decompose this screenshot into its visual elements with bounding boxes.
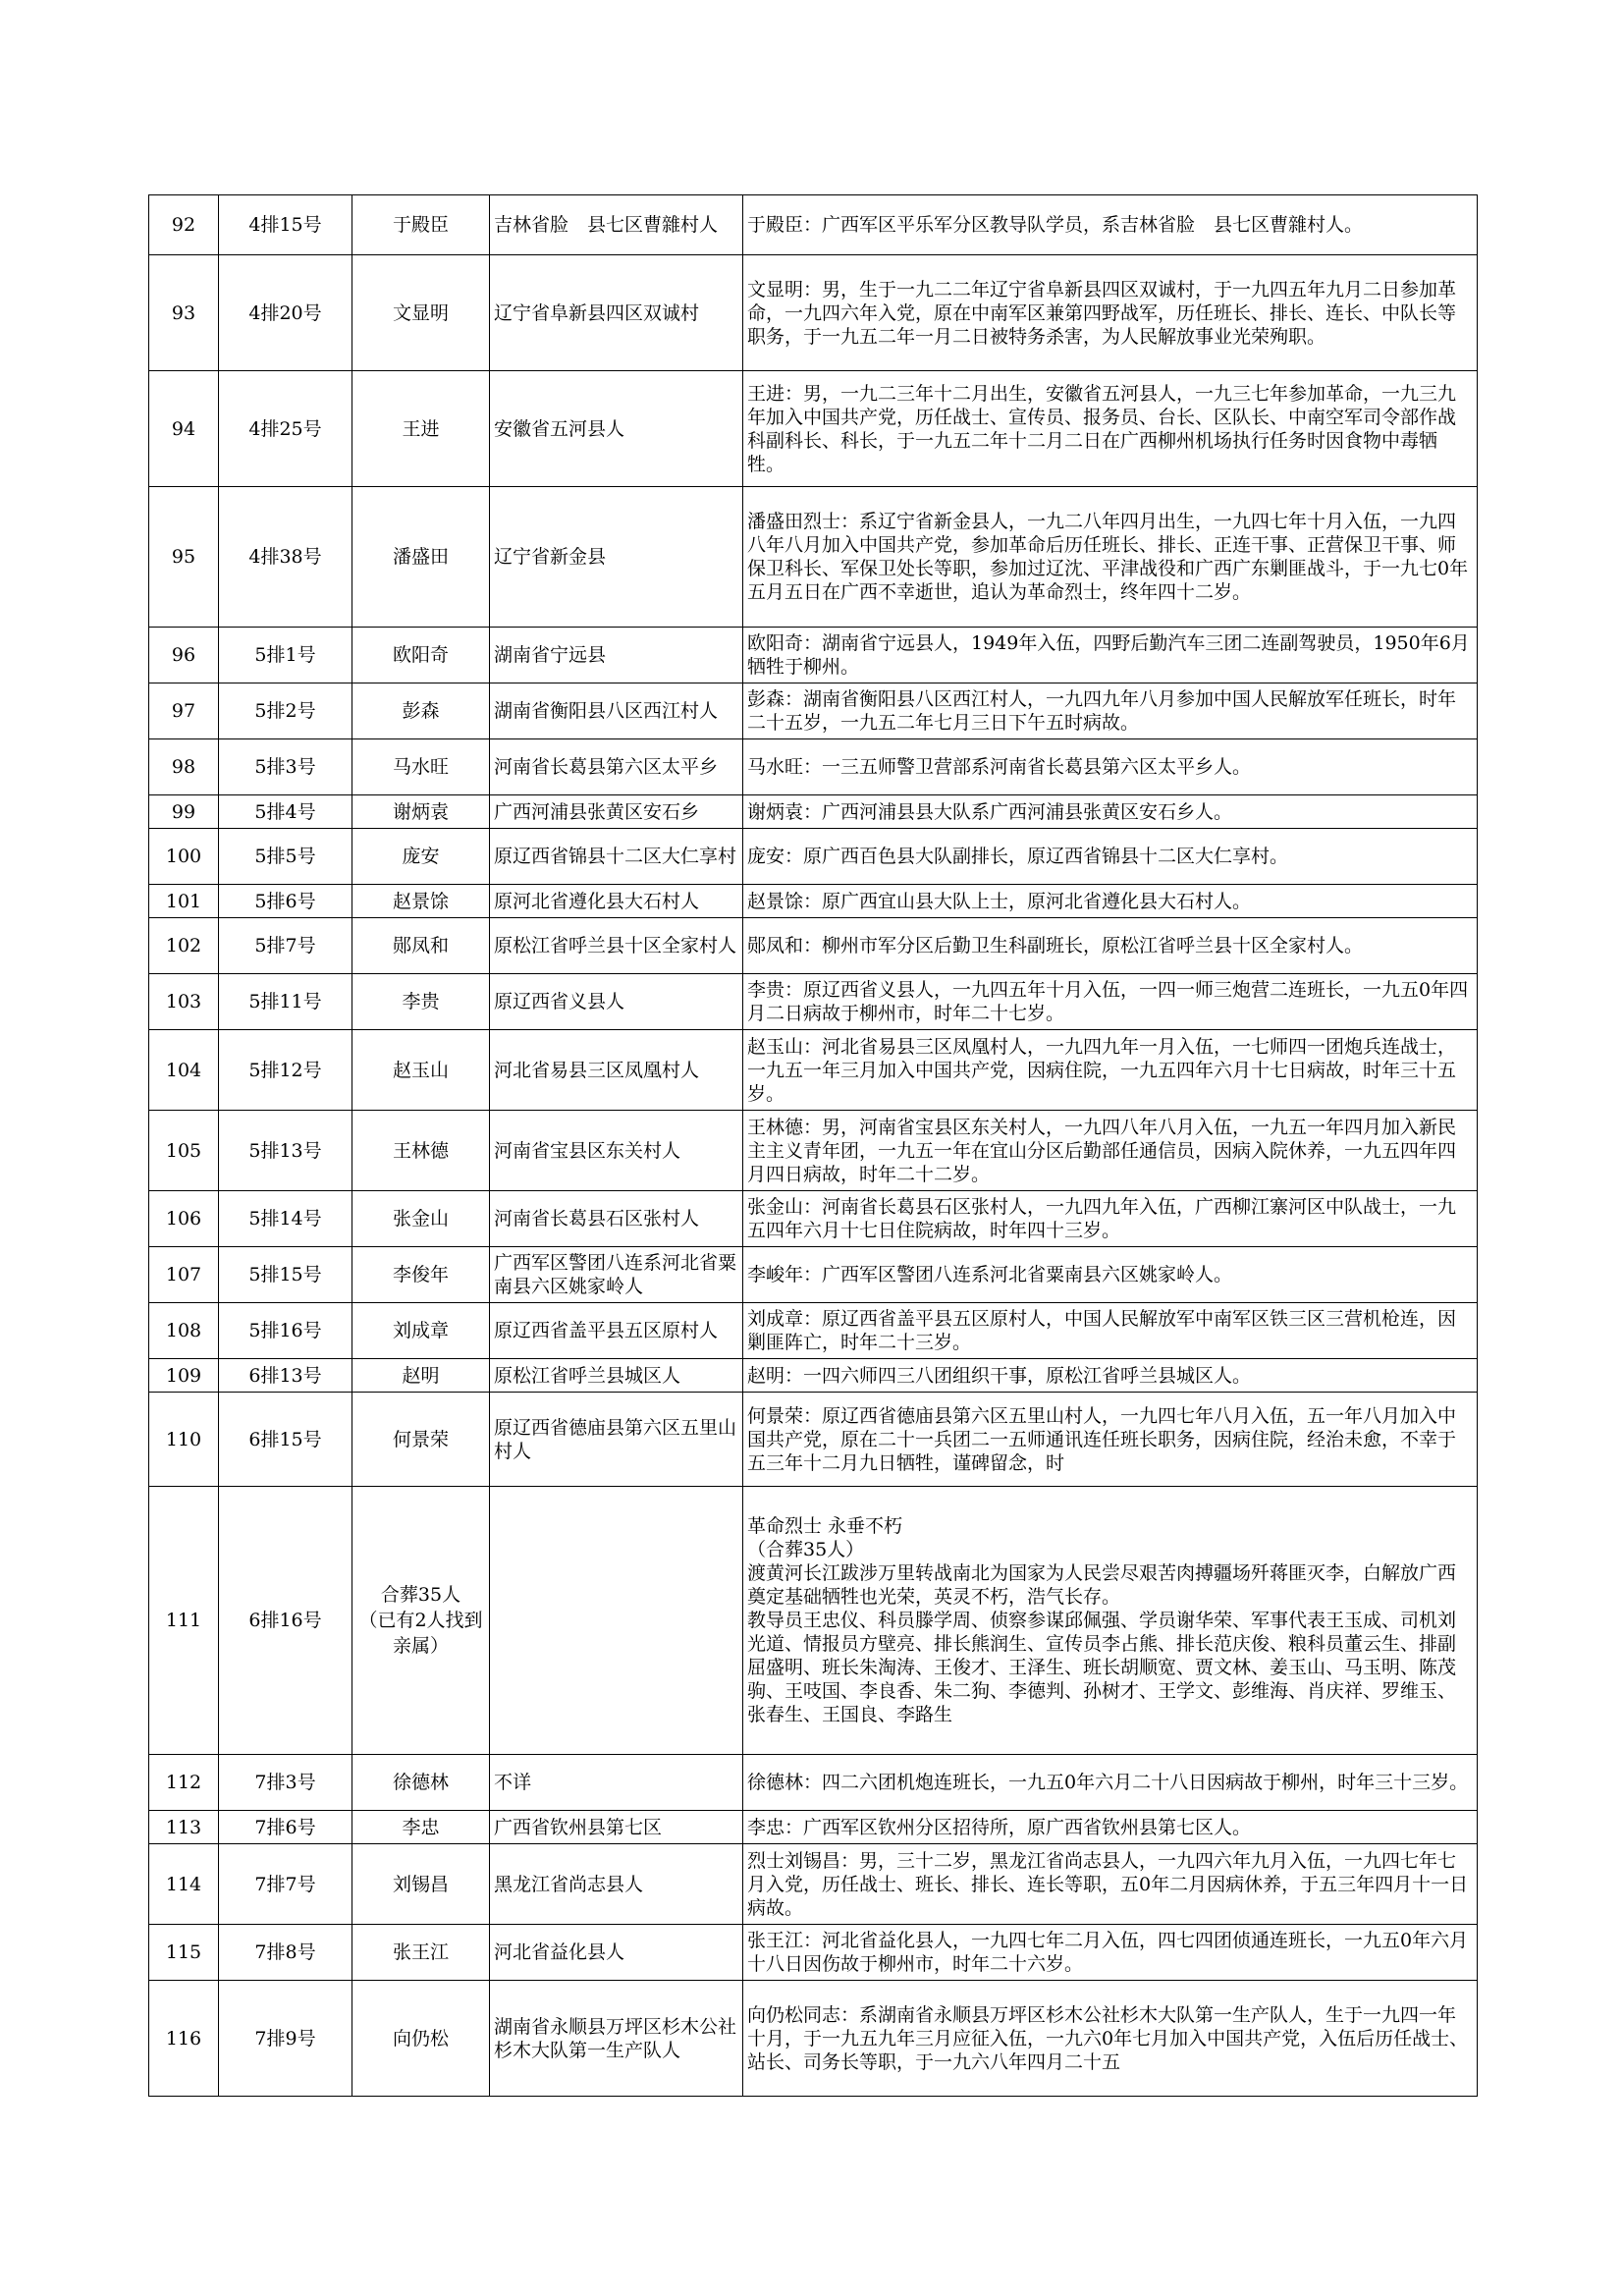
row-number-cell-text: 93 [171,301,196,324]
row-number-cell [149,829,219,885]
grave-position-cell-text: 4排38号 [248,546,322,568]
hometown-cell-text: 原松江省呼兰县城区人 [494,1364,681,1387]
grave-position-cell-text: 5排6号 [254,890,316,912]
table-row [149,1393,1478,1487]
hometown-cell [490,1191,743,1247]
martyr-name-cell-text: 王林德 [392,1139,449,1162]
martyr-name-cell-text: 何景荣 [392,1428,449,1450]
hometown-cell [490,1925,743,1981]
row-number-cell-text: 108 [165,1320,202,1341]
hometown-cell-text: 原辽西省义县人 [494,991,625,1012]
row-number-cell [149,1487,219,1755]
table-row [149,829,1478,885]
row-number-cell-text: 114 [165,1873,202,1895]
martyr-name-cell-text: 李贵 [402,991,440,1012]
biography-cell-text: 潘盛田烈士：系辽宁省新金县人，一九二八年四月出生，一九四七年十月入伍，一九四八年八月加入中国共产党，参加革命后历任班长、排长、正连干事、正营保卫干事、师保卫科长、军保卫处长等职，参加过辽沈、平津战役和广西广东剿匪战斗，于一九七0年五月五日在广西不幸逝世，追认为革命烈士，终年四十二岁。 [747,511,1469,603]
row-number-cell [149,628,219,683]
biography-cell [743,829,1478,885]
row-number-cell [149,195,219,255]
row-number-cell [149,1191,219,1247]
grave-position-cell [219,1359,352,1393]
martyr-name-cell [352,1359,490,1393]
biography-cell [743,1111,1478,1191]
grave-position-cell-text: 5排15号 [248,1264,322,1285]
martyr-name-cell [352,1487,490,1755]
martyr-name-cell-text: 刘成章 [392,1320,449,1341]
biography-cell [743,795,1478,829]
grave-position-cell [219,628,352,683]
hometown-cell-text: 广西省钦州县第七区 [494,1816,663,1838]
hometown-cell-text: 黑龙江省尚志县人 [494,1873,644,1895]
row-number-cell [149,487,219,628]
table-row [149,1755,1478,1811]
row-number-cell-text: 101 [165,890,202,912]
hometown-cell [490,628,743,683]
grave-position-cell [219,1111,352,1191]
biography-cell [743,371,1478,487]
grave-position-cell-text: 7排3号 [254,1772,316,1793]
biography-cell-text: 何景荣：原辽西省德庙县第六区五里山村人，一九四七年八月入伍，五一年八月加入中国共产党，原在二十一兵团二一五师通讯连任班长职务，因病住院，经治未愈，不幸于五三年十二月九日牺牲，谨碑留念，时 [747,1404,1457,1474]
martyr-name-cell-text: 李俊年 [392,1264,449,1285]
grave-position-cell-text: 7排6号 [254,1816,316,1838]
hometown-cell-text: 不详 [494,1772,532,1793]
row-number-cell-text: 104 [165,1059,202,1081]
hometown-cell-text: 原松江省呼兰县十区全家村人 [494,935,737,957]
hometown-cell-text: 吉林省脸 县七区曹雜村人 [494,214,719,236]
biography-cell [743,739,1478,795]
table-row [149,1303,1478,1359]
grave-position-cell-text: 6排15号 [248,1428,322,1450]
grave-position-cell-text: 5排12号 [248,1059,322,1081]
martyr-name-cell [352,1191,490,1247]
table-row [149,1487,1478,1755]
martyr-name-cell [352,795,490,829]
martyr-name-cell-text: 徐德林 [392,1772,449,1793]
row-number-cell-text: 115 [165,1941,202,1963]
biography-cell-text: 欧阳奇：湖南省宁远县人，1949年入伍，四野后勤汽车三团二连副驾驶员，1950年6月牺牲于柳州。 [747,632,1470,678]
martyr-name-cell-text: 文显明 [392,301,449,324]
biography-cell-text: 徐德林：四二六团机炮连班长，一九五0年六月二十八日因病故于柳州，时年三十三岁。 [747,1772,1469,1793]
grave-position-cell-text: 5排1号 [254,644,316,666]
martyr-name-cell-text: 刘锡昌 [392,1873,449,1895]
martyr-name-cell-text: 马水旺 [392,756,449,778]
row-number-cell [149,974,219,1030]
biography-cell [743,1844,1478,1925]
table-row [149,1925,1478,1981]
biography-cell [743,974,1478,1030]
hometown-cell [490,1303,743,1359]
table-row [149,974,1478,1030]
biography-cell-text: 谢炳袁：广西河浦县县大队系广西河浦县张黄区安石乡人。 [747,800,1233,823]
row-number-cell [149,1303,219,1359]
hometown-cell [490,1981,743,2097]
hometown-cell [490,1359,743,1393]
hometown-cell [490,255,743,371]
table-row [149,1191,1478,1247]
martyr-name-cell [352,255,490,371]
table-row [149,918,1478,974]
hometown-cell-text: 广西河浦县张黄区安石乡 [494,800,700,823]
grave-position-cell [219,487,352,628]
biography-cell-text: 彭森：湖南省衡阳县八区西江村人，一九四九年八月参加中国人民解放军任班长，时年二十五岁，一九五二年七月三日下午五时病故。 [747,688,1457,734]
hometown-cell-text: 河北省益化县人 [494,1941,625,1963]
hometown-cell-text: 原辽西省德庙县第六区五里山村人 [494,1416,737,1462]
row-number-cell [149,1844,219,1925]
hometown-cell [490,1247,743,1303]
table-row [149,195,1478,255]
grave-position-cell [219,918,352,974]
biography-cell-text: 王林德：男，河南省宝县区东关村人，一九四八年八月入伍，一九五一年四月加入新民主主义青年团，一九五一年在宜山分区后勤部任通信员，因病入院休养，一九五四年四月四日病故，时年二十二岁。 [747,1116,1457,1185]
row-number-cell-text: 100 [165,846,202,867]
grave-position-cell-text: 5排13号 [248,1139,322,1162]
hometown-cell [490,1487,743,1755]
table-row [149,487,1478,628]
table-row [149,371,1478,487]
row-number-cell [149,1981,219,2097]
biography-cell-text: 王进：男，一九二三年十二月出生，安徽省五河县人，一九三七年参加革命，一九三九年加入中国共产党，历任战士、宣传员、报务员、台长、区队长、中南空军司令部作战科副科长、科长，于一九五二年十二月二日在广西柳州机场执行任务时因食物中毒牺牲。 [747,382,1457,475]
martyr-name-cell [352,829,490,885]
martyr-name-cell-text: 李忠 [402,1816,440,1838]
hometown-cell [490,487,743,628]
hometown-cell-text: 湖南省衡阳县八区西江村人 [494,700,719,722]
martyr-name-cell [352,487,490,628]
martyr-name-cell [352,974,490,1030]
biography-cell-text: 烈士刘锡昌：男，三十二岁，黑龙江省尚志县人，一九四六年九月入伍，一九四七年七月入党，历任战士、班长、排长、连长等职，五0年二月因病休养，于五三年四月十一日病故。 [747,1849,1469,1919]
row-number-cell-text: 110 [165,1428,202,1450]
hometown-cell [490,1755,743,1811]
grave-position-cell-text: 7排7号 [254,1873,316,1895]
grave-position-cell [219,195,352,255]
hometown-cell-text: 河北省易县三区凤凰村人 [494,1059,700,1081]
biography-cell [743,1393,1478,1487]
table-row [149,1111,1478,1191]
table-row [149,683,1478,739]
grave-position-cell [219,885,352,918]
biography-cell [743,1191,1478,1247]
row-number-cell [149,1111,219,1191]
biography-cell-text: 赵明：一四六师四三八团组织干事，原松江省呼兰县城区人。 [747,1364,1252,1387]
grave-position-cell [219,1247,352,1303]
biography-cell [743,1303,1478,1359]
martyr-name-cell [352,739,490,795]
memorial-roster-table [148,194,1478,2097]
grave-position-cell [219,1981,352,2097]
grave-position-cell [219,1487,352,1755]
grave-position-cell [219,974,352,1030]
hometown-cell-text: 安徽省五河县人 [494,417,625,440]
biography-cell-text: 刘成章：原辽西省盖平县五区原村人，中国人民解放军中南军区铁三区三营机枪连，因剿匪阵亡，时年二十三岁。 [747,1308,1457,1353]
table-row [149,885,1478,918]
row-number-cell-text: 95 [171,546,196,568]
martyr-name-cell-text: 赵玉山 [392,1059,449,1081]
biography-cell-text: 向仍松同志：系湖南省永顺县万坪区杉木公社杉木大队第一生产队人，生于一九四一年十月，于一九五九年三月应征入伍，一九六0年七月加入中国共产党，入伍后历任战士、站长、司务长等职，于一九六八年四月二十五 [747,2003,1469,2073]
martyr-name-cell [352,918,490,974]
row-number-cell-text: 109 [165,1364,202,1387]
hometown-cell-text: 河南省长葛县第六区太平乡 [494,756,719,778]
hometown-cell [490,683,743,739]
row-number-cell-text: 99 [171,800,196,823]
table-row [149,1030,1478,1111]
grave-position-cell [219,371,352,487]
hometown-cell-text: 湖南省永顺县万坪区杉木公社杉木大队第一生产队人 [494,2015,737,2061]
martyr-name-cell-text: 庞安 [402,846,440,867]
row-number-cell [149,371,219,487]
hometown-cell [490,1030,743,1111]
table-row [149,739,1478,795]
hometown-cell-text: 辽宁省阜新县四区双诚村 [494,301,700,324]
hometown-cell-text: 河南省宝县区东关村人 [494,1139,681,1162]
grave-position-cell-text: 4排20号 [248,301,322,324]
biography-cell-text: 张金山：河南省长葛县石区张村人，一九四九年入伍，广西柳江寨河区中队战士，一九五四年六月十七日住院病故，时年四十三岁。 [747,1196,1457,1241]
martyr-name-cell [352,1111,490,1191]
martyr-name-cell [352,1393,490,1487]
biography-cell [743,487,1478,628]
table-row [149,1844,1478,1925]
martyr-name-cell-text: 张王江 [392,1941,449,1963]
row-number-cell-text: 116 [165,2027,202,2050]
martyr-name-cell-text: 于殿臣 [392,214,449,236]
row-number-cell-text: 103 [165,991,202,1012]
row-number-cell [149,683,219,739]
hometown-cell-text: 原河北省遵化县大石村人 [494,890,700,912]
grave-position-cell [219,829,352,885]
table-row [149,628,1478,683]
hometown-cell [490,1844,743,1925]
hometown-cell [490,829,743,885]
hometown-cell-text: 辽宁省新金县 [494,546,607,568]
hometown-cell-text: 广西军区警团八连系河北省粟南县六区姚家岭人 [494,1252,737,1297]
grave-position-cell [219,1844,352,1925]
grave-position-cell [219,1811,352,1844]
martyr-name-cell-text: 合葬35人 （已有2人找到亲属） [358,1584,483,1657]
grave-position-cell [219,1191,352,1247]
martyr-name-cell-text: 潘盛田 [392,546,449,568]
biography-cell [743,1981,1478,2097]
biography-cell [743,918,1478,974]
hometown-cell [490,371,743,487]
biography-cell-text: 于殿臣：广西军区平乐军分区教导队学员，系吉林省脸 县七区曹雜村人。 [747,214,1364,236]
grave-position-cell-text: 6排13号 [248,1364,322,1387]
hometown-cell [490,885,743,918]
row-number-cell [149,1811,219,1844]
biography-cell-text: 张王江：河北省益化县人，一九四七年二月入伍，四七四团侦通连班长，一九五0年六月十八日因伤故于柳州市，时年二十六岁。 [747,1930,1469,1975]
table-row [149,1811,1478,1844]
martyr-name-cell [352,1030,490,1111]
biography-cell-text: 赵玉山：河北省易县三区凤凰村人，一九四九年一月入伍，一七师四一团炮兵连战士，一九五一年三月加入中国共产党，因病住院，一九五四年六月十七日病故，时年三十五岁。 [747,1035,1457,1105]
grave-position-cell-text: 5排5号 [254,846,316,867]
martyr-name-cell [352,1247,490,1303]
biography-cell-text: 革命烈士 永垂不朽 （合葬35人） 渡黄河长江跋涉万里转战南北为国家为人民尝尽艰苦肉搏疆场歼蒋匪灭李，白解放广西奠定基础牺牲也光荣，英灵不朽，浩气长存。 教导员王忠仪、科员滕学周、侦察参谋邱佩强、学员谢华荣、军事代表王玉成、司机刘光道、情报员方壁亮、排长熊润生、宣传员李占熊、排长范庆俊、粮科员董云生、排副屈盛明、班长朱淘涛、王俊才、王泽生、班长胡顺宽、贾文林、姜玉山、马玉明、陈茂驹、王吱国、李良香、朱二狗、李德判、孙树才、王学文、彭维海、肖庆祥、罗维玉、张春生、王国良、李路生 [747,1515,1457,1725]
grave-position-cell [219,739,352,795]
hometown-cell-text: 原辽西省盖平县五区原村人 [494,1320,719,1341]
hometown-cell [490,1811,743,1844]
martyr-name-cell [352,1811,490,1844]
martyr-name-cell [352,683,490,739]
martyr-name-cell-text: 欧阳奇 [392,644,449,666]
biography-cell-text: 郧凤和：柳州市军分区后勤卫生科副班长，原松江省呼兰县十区全家村人。 [747,935,1364,957]
biography-cell [743,1811,1478,1844]
grave-position-cell-text: 5排11号 [248,991,322,1012]
martyr-name-cell [352,1755,490,1811]
grave-position-cell-text: 5排3号 [254,756,316,778]
martyr-name-cell-text: 王进 [402,417,440,440]
martyr-name-cell-text: 谢炳袁 [392,800,449,823]
hometown-cell [490,795,743,829]
martyr-name-cell-text: 张金山 [392,1208,449,1230]
row-number-cell-text: 105 [165,1139,202,1162]
biography-cell [743,628,1478,683]
row-number-cell [149,1393,219,1487]
grave-position-cell-text: 5排16号 [248,1320,322,1341]
row-number-cell [149,1247,219,1303]
table-row [149,1247,1478,1303]
row-number-cell-text: 94 [171,417,196,440]
row-number-cell-text: 92 [171,214,196,236]
row-number-cell [149,1925,219,1981]
martyr-name-cell [352,195,490,255]
hometown-cell-text: 原辽西省锦县十二区大仁享村 [494,846,737,867]
table-row [149,255,1478,371]
biography-cell [743,1030,1478,1111]
martyr-name-cell [352,1303,490,1359]
martyr-name-cell-text: 赵明 [402,1364,440,1387]
hometown-cell [490,1393,743,1487]
martyr-name-cell-text: 赵景馀 [392,890,449,912]
martyr-name-cell [352,1844,490,1925]
martyr-name-cell [352,1925,490,1981]
row-number-cell [149,255,219,371]
biography-cell-text: 李贵：原辽西省义县人，一九四五年十月入伍，一四一师三炮营二连班长，一九五0年四月二日病故于柳州市，时年二十七岁。 [747,979,1469,1024]
grave-position-cell [219,1030,352,1111]
biography-cell [743,885,1478,918]
grave-position-cell-text: 5排4号 [254,800,316,823]
grave-position-cell [219,1393,352,1487]
hometown-cell [490,195,743,255]
grave-position-cell-text: 5排7号 [254,935,316,957]
row-number-cell-text: 106 [165,1208,202,1230]
biography-cell-text: 文显明：男，生于一九二二年辽宁省阜新县四区双诚村，于一九四五年九月二日参加革命，一九四六年入党，原在中南军区兼第四野战军，历任班长、排长、连长、中队长等职务，于一九五二年一月二日被特务杀害，为人民解放事业光荣殉职。 [747,278,1457,348]
grave-position-cell-text: 4排25号 [248,417,322,440]
row-number-cell [149,1359,219,1393]
martyr-name-cell-text: 彭森 [402,700,440,722]
row-number-cell-text: 98 [171,756,196,778]
martyr-name-cell [352,1981,490,2097]
grave-position-cell-text: 6排16号 [248,1610,322,1631]
grave-position-cell [219,795,352,829]
biography-cell [743,683,1478,739]
table-row [149,795,1478,829]
row-number-cell [149,1030,219,1111]
martyr-name-cell [352,885,490,918]
biography-cell-text: 李忠：广西军区钦州分区招待所，原广西省钦州县第七区人。 [747,1816,1252,1838]
row-number-cell-text: 97 [171,700,196,722]
hometown-cell [490,1111,743,1191]
martyr-name-cell [352,371,490,487]
roster-body [149,195,1478,2097]
row-number-cell-text: 111 [165,1610,202,1631]
hometown-cell [490,739,743,795]
martyr-name-cell-text: 向仍松 [392,2027,449,2050]
row-number-cell [149,1755,219,1811]
hometown-cell-text: 河南省长葛县石区张村人 [494,1208,700,1230]
row-number-cell [149,885,219,918]
table-row [149,1981,1478,2097]
grave-position-cell-text: 4排15号 [248,214,322,236]
grave-position-cell [219,255,352,371]
biography-cell-text: 李峻年：广西军区警团八连系河北省粟南县六区姚家岭人。 [747,1264,1233,1285]
grave-position-cell-text: 5排2号 [254,700,316,722]
grave-position-cell [219,1755,352,1811]
hometown-cell-text: 湖南省宁远县 [494,644,607,666]
martyr-name-cell-text: 郧凤和 [392,935,449,957]
table-row [149,1359,1478,1393]
biography-cell-text: 赵景馀：原广西宜山县大队上士，原河北省遵化县大石村人。 [747,890,1252,912]
grave-position-cell-text: 7排9号 [254,2027,316,2050]
grave-position-cell [219,683,352,739]
biography-cell [743,1247,1478,1303]
martyr-name-cell [352,628,490,683]
biography-cell [743,255,1478,371]
grave-position-cell [219,1303,352,1359]
biography-cell [743,1359,1478,1393]
row-number-cell-text: 102 [165,935,202,957]
row-number-cell [149,739,219,795]
biography-cell [743,1487,1478,1755]
row-number-cell [149,795,219,829]
row-number-cell-text: 113 [165,1816,202,1838]
grave-position-cell [219,1925,352,1981]
biography-cell-text: 马水旺：一三五师警卫营部系河南省长葛县第六区太平乡人。 [747,756,1252,778]
row-number-cell-text: 107 [165,1264,202,1285]
hometown-cell [490,974,743,1030]
hometown-cell [490,918,743,974]
biography-cell [743,195,1478,255]
grave-position-cell-text: 5排14号 [248,1208,322,1230]
row-number-cell [149,918,219,974]
biography-cell-text: 庞安：原广西百色县大队副排长，原辽西省锦县十二区大仁享村。 [747,846,1289,867]
biography-cell [743,1755,1478,1811]
biography-cell [743,1925,1478,1981]
row-number-cell-text: 96 [171,644,196,666]
row-number-cell-text: 112 [165,1772,202,1793]
grave-position-cell-text: 7排8号 [254,1941,316,1963]
